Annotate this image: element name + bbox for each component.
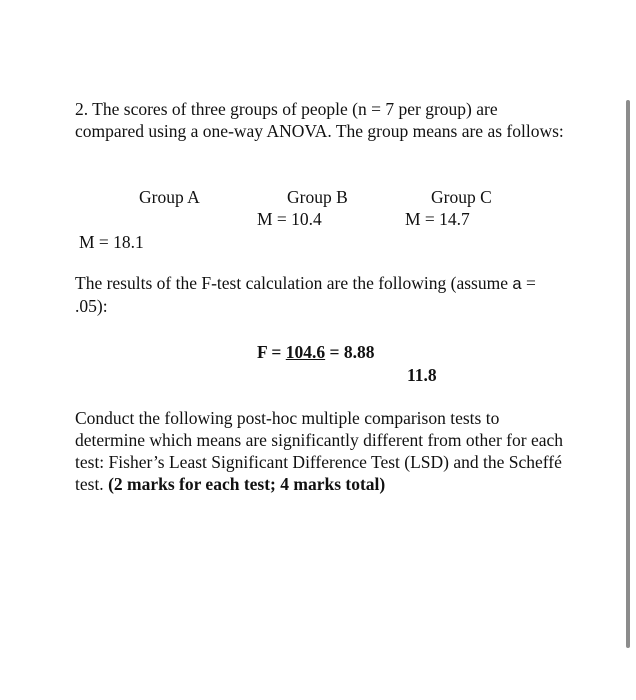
group-c-label: Group C bbox=[431, 187, 492, 207]
f-prefix: F = bbox=[257, 342, 286, 362]
f-suffix: = 8.88 bbox=[325, 342, 375, 362]
question-intro: 2. The scores of three groups of people (n = 7 per group) are compared using a one-way ANOVA. The group means are as follows: bbox=[75, 99, 564, 141]
f-denominator: 11.8 bbox=[407, 365, 437, 385]
f-equation bbox=[257, 341, 375, 363]
results-text-before: The results of the F-test calculation are the following (assume bbox=[75, 273, 513, 293]
group-b-mean: M = 10.4 bbox=[257, 209, 322, 229]
results-text bbox=[75, 272, 565, 317]
alpha-symbol: a bbox=[512, 275, 522, 293]
vertical-scrollbar[interactable] bbox=[626, 100, 630, 648]
group-a-label: Group A bbox=[139, 187, 200, 207]
group-c-mean: M = 14.7 bbox=[405, 209, 470, 229]
instructions-body: Conduct the following post-hoc multiple comparison tests to determine which means are significantly different from other for each test: Fisher’s Least Significant Difference Test (LSD) and the Scheffé test. bbox=[75, 408, 564, 494]
results-text-after: = .05): bbox=[75, 273, 536, 316]
f-numerator: 104.6 bbox=[285, 342, 326, 362]
instructions-marks: (2 marks for each test; 4 marks total) bbox=[108, 474, 386, 494]
group-a-mean: M = 18.1 bbox=[79, 232, 144, 252]
instructions-text bbox=[75, 407, 565, 495]
group-b-label: Group B bbox=[287, 187, 348, 207]
